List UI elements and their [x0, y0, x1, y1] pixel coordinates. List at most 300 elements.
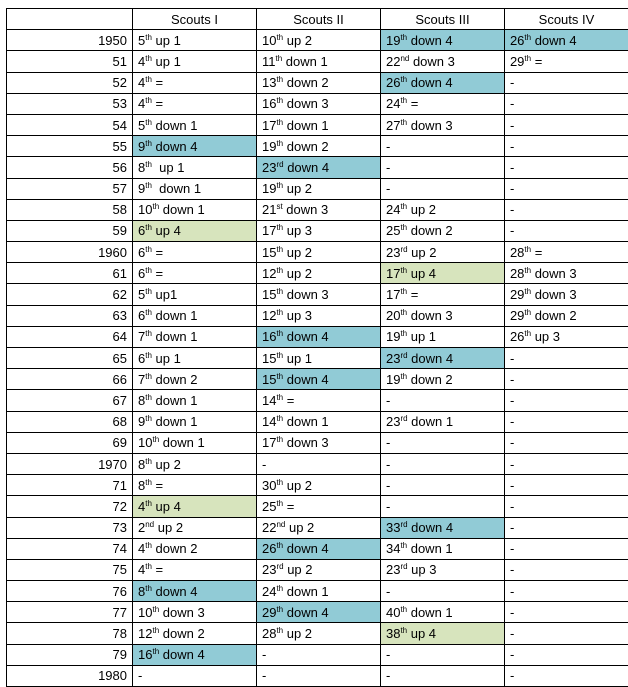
rank-cell: [504, 453, 628, 474]
table-row: [7, 496, 628, 517]
rank-cell: [380, 199, 504, 220]
year-cell: 63: [7, 305, 133, 326]
rank-suffix: th: [152, 626, 159, 635]
rank-suffix: th: [524, 266, 531, 275]
rank-change: =: [283, 393, 294, 408]
table-row: [7, 475, 628, 496]
rank-suffix: th: [145, 457, 152, 466]
rank-cell: [256, 326, 380, 347]
year-cell: 62: [7, 284, 133, 305]
year-cell: 75: [7, 559, 133, 580]
table-row: [7, 72, 628, 93]
rank-number: 26: [262, 541, 276, 556]
rank-change: =: [283, 499, 294, 514]
table-row: [7, 644, 628, 665]
rank-suffix: th: [276, 75, 283, 84]
rank-suffix: th: [145, 541, 152, 550]
rank-cell: [256, 136, 380, 157]
year-cell: 65: [7, 348, 133, 369]
rank-change: up 1: [152, 160, 185, 175]
rank-number: -: [510, 96, 514, 111]
rank-suffix: th: [276, 393, 283, 402]
rank-number: 24: [386, 96, 400, 111]
table-row: [7, 199, 628, 220]
rank-suffix: th: [276, 266, 283, 275]
rank-number: 29: [510, 54, 524, 69]
rank-suffix: th: [275, 54, 282, 63]
rank-change: down 4: [408, 520, 454, 535]
rank-suffix: th: [524, 33, 531, 42]
rank-change: down 4: [407, 75, 453, 90]
rank-number: -: [510, 457, 514, 472]
rank-number: 13: [262, 75, 276, 90]
rank-suffix: th: [400, 372, 407, 381]
rank-suffix: th: [145, 351, 152, 360]
rank-number: 28: [262, 626, 276, 641]
rank-change: down 2: [159, 626, 205, 641]
rank-change: down 4: [159, 647, 205, 662]
rank-number: 21: [262, 202, 276, 217]
rank-number: 19: [262, 139, 276, 154]
rank-change: up 4: [152, 499, 181, 514]
rank-cell: [133, 453, 257, 474]
rank-suffix: nd: [276, 520, 285, 529]
rank-suffix: th: [152, 435, 159, 444]
rank-cell: [133, 581, 257, 602]
rank-change: down 4: [152, 139, 198, 154]
rank-change: down 3: [283, 96, 329, 111]
rank-number: 23: [386, 562, 400, 577]
rank-cell: [380, 348, 504, 369]
header-scouts-iv: Scouts IV: [504, 9, 628, 30]
rank-number: 12: [262, 266, 276, 281]
rank-change: up 2: [283, 181, 312, 196]
rank-number: 14: [262, 414, 276, 429]
table-row: [7, 242, 628, 263]
rank-cell: [380, 157, 504, 178]
rank-change: =: [531, 245, 542, 260]
rank-suffix: th: [276, 478, 283, 487]
rank-suffix: th: [276, 181, 283, 190]
rank-cell: [256, 93, 380, 114]
rank-cell: [504, 220, 628, 241]
table-row: [7, 665, 628, 686]
rank-number: 6: [138, 351, 145, 366]
rank-number: -: [386, 160, 390, 175]
rank-number: -: [510, 478, 514, 493]
rank-cell: [256, 665, 380, 686]
rank-change: down 4: [408, 351, 454, 366]
rank-number: 26: [510, 33, 524, 48]
rank-cell: [133, 559, 257, 580]
rank-number: -: [386, 393, 390, 408]
rank-change: down 1: [152, 118, 198, 133]
rank-cell: [380, 136, 504, 157]
year-cell: 71: [7, 475, 133, 496]
rank-cell: [133, 475, 257, 496]
table-row: [7, 51, 628, 72]
rank-suffix: th: [276, 287, 283, 296]
rank-number: 17: [262, 435, 276, 450]
rank-cell: [504, 30, 628, 51]
standings-table: [6, 8, 628, 687]
rank-number: 5: [138, 118, 145, 133]
table-body: [7, 30, 628, 687]
rank-number: 22: [386, 54, 400, 69]
rank-number: 20: [386, 308, 400, 323]
rank-cell: [380, 602, 504, 623]
rank-suffix: rd: [276, 160, 283, 169]
rank-suffix: th: [276, 499, 283, 508]
rank-suffix: th: [145, 181, 152, 190]
rank-change: down 2: [531, 308, 577, 323]
rank-change: up 2: [285, 520, 314, 535]
rank-number: -: [510, 181, 514, 196]
rank-change: down 3: [409, 54, 455, 69]
table-row: [7, 178, 628, 199]
rank-suffix: th: [145, 499, 152, 508]
rank-suffix: rd: [400, 562, 407, 571]
rank-cell: [380, 665, 504, 686]
rank-change: down 3: [159, 605, 205, 620]
rank-change: down 2: [152, 541, 198, 556]
rank-suffix: th: [400, 75, 407, 84]
rank-number: 34: [386, 541, 400, 556]
rank-cell: [256, 581, 380, 602]
rank-change: down 1: [407, 605, 453, 620]
rank-change: down 1: [152, 393, 198, 408]
rank-number: 28: [510, 266, 524, 281]
rank-cell: [133, 157, 257, 178]
table-row: [7, 369, 628, 390]
rank-suffix: th: [145, 562, 152, 571]
rank-change: down 1: [152, 308, 198, 323]
rank-cell: [504, 178, 628, 199]
rank-suffix: rd: [400, 414, 407, 423]
rank-change: up 1: [283, 351, 312, 366]
rank-number: -: [510, 414, 514, 429]
rank-cell: [256, 623, 380, 644]
rank-cell: [256, 348, 380, 369]
rank-suffix: rd: [276, 562, 283, 571]
rank-cell: [504, 623, 628, 644]
rank-cell: [256, 157, 380, 178]
table-row: [7, 263, 628, 284]
rank-change: up 4: [152, 223, 181, 238]
rank-number: 10: [138, 435, 152, 450]
rank-cell: [133, 644, 257, 665]
rank-cell: [504, 644, 628, 665]
rank-suffix: th: [276, 96, 283, 105]
rank-suffix: th: [145, 393, 152, 402]
rank-suffix: th: [400, 329, 407, 338]
rank-cell: [256, 305, 380, 326]
rank-number: -: [510, 626, 514, 641]
rank-cell: [133, 93, 257, 114]
rank-cell: [133, 284, 257, 305]
rank-number: 23: [386, 414, 400, 429]
rank-change: down 4: [284, 160, 330, 175]
table-row: [7, 559, 628, 580]
table-row: [7, 30, 628, 51]
rank-cell: [256, 72, 380, 93]
rank-change: down 4: [283, 541, 329, 556]
rank-number: 6: [138, 308, 145, 323]
rank-cell: [133, 369, 257, 390]
rank-change: =: [152, 562, 163, 577]
table-row: [7, 517, 628, 538]
rank-suffix: th: [145, 245, 152, 254]
rank-number: -: [510, 223, 514, 238]
rank-cell: [504, 602, 628, 623]
rank-change: down 1: [283, 118, 329, 133]
rank-number: -: [510, 435, 514, 450]
rank-change: up 1: [152, 351, 181, 366]
year-cell: 56: [7, 157, 133, 178]
year-cell: 1980: [7, 665, 133, 686]
rank-suffix: th: [152, 202, 159, 211]
rank-change: =: [152, 75, 163, 90]
rank-change: up 2: [283, 266, 312, 281]
year-cell: 52: [7, 72, 133, 93]
rank-cell: [504, 369, 628, 390]
rank-cell: [380, 496, 504, 517]
year-cell: 58: [7, 199, 133, 220]
rank-change: down 4: [283, 329, 329, 344]
rank-number: 8: [138, 478, 145, 493]
rank-suffix: th: [145, 584, 152, 593]
rank-cell: [504, 517, 628, 538]
rank-cell: [380, 114, 504, 135]
rank-suffix: th: [276, 584, 283, 593]
rank-suffix: th: [145, 75, 152, 84]
rank-suffix: th: [152, 647, 159, 656]
rank-cell: [504, 284, 628, 305]
rank-number: 14: [262, 393, 276, 408]
rank-cell: [256, 284, 380, 305]
rank-suffix: th: [145, 308, 152, 317]
rank-number: 2: [138, 520, 145, 535]
header-row: [7, 9, 628, 30]
rank-suffix: rd: [400, 245, 407, 254]
rank-number: -: [510, 118, 514, 133]
rank-number: 8: [138, 584, 145, 599]
rank-number: 17: [262, 118, 276, 133]
rank-number: 12: [138, 626, 152, 641]
rank-suffix: th: [400, 96, 407, 105]
table-row: [7, 623, 628, 644]
rank-change: down 4: [283, 605, 329, 620]
rank-number: 23: [386, 351, 400, 366]
rank-change: =: [152, 266, 163, 281]
rank-number: -: [510, 541, 514, 556]
rank-suffix: nd: [400, 54, 409, 63]
rank-number: 4: [138, 96, 145, 111]
rank-suffix: th: [145, 478, 152, 487]
rank-number: 33: [386, 520, 400, 535]
rank-number: 24: [386, 202, 400, 217]
rank-cell: [256, 220, 380, 241]
table-row: [7, 136, 628, 157]
rank-change: up 2: [283, 626, 312, 641]
rank-cell: [133, 517, 257, 538]
rank-cell: [256, 432, 380, 453]
rank-change: down 3: [283, 202, 329, 217]
rank-number: -: [386, 181, 390, 196]
rank-number: -: [386, 499, 390, 514]
rank-cell: [504, 559, 628, 580]
rank-cell: [133, 114, 257, 135]
rank-number: 9: [138, 181, 145, 196]
rank-number: 8: [138, 457, 145, 472]
rank-change: up 2: [283, 245, 312, 260]
rank-cell: [504, 51, 628, 72]
rank-cell: [133, 390, 257, 411]
rank-number: 4: [138, 562, 145, 577]
rank-suffix: th: [145, 96, 152, 105]
rank-suffix: th: [276, 626, 283, 635]
rank-suffix: th: [145, 54, 152, 63]
rank-number: -: [510, 160, 514, 175]
rank-number: 17: [386, 287, 400, 302]
rank-change: up 4: [407, 266, 436, 281]
rank-number: 12: [262, 308, 276, 323]
rank-number: -: [262, 668, 266, 683]
rank-suffix: th: [276, 223, 283, 232]
rank-change: =: [152, 245, 163, 260]
rank-change: down 4: [152, 584, 198, 599]
year-cell: 74: [7, 538, 133, 559]
rank-number: -: [262, 457, 266, 472]
rank-cell: [380, 559, 504, 580]
rank-number: -: [510, 372, 514, 387]
rank-cell: [504, 136, 628, 157]
rank-change: up 2: [152, 457, 181, 472]
rank-cell: [256, 242, 380, 263]
rank-number: 11: [262, 54, 276, 69]
rank-suffix: th: [400, 626, 407, 635]
rank-number: 8: [138, 393, 145, 408]
rank-cell: [133, 411, 257, 432]
year-cell: 66: [7, 369, 133, 390]
rank-cell: [256, 517, 380, 538]
rank-cell: [504, 326, 628, 347]
rank-suffix: th: [145, 372, 152, 381]
rank-number: 19: [386, 33, 400, 48]
rank-cell: [133, 305, 257, 326]
year-cell: 78: [7, 623, 133, 644]
rank-change: down 1: [408, 414, 454, 429]
rank-cell: [133, 220, 257, 241]
rank-number: -: [386, 457, 390, 472]
rank-number: 4: [138, 499, 145, 514]
rank-number: -: [510, 499, 514, 514]
rank-cell: [133, 72, 257, 93]
table-row: [7, 326, 628, 347]
rank-number: 19: [386, 329, 400, 344]
rank-change: =: [531, 54, 542, 69]
rank-cell: [256, 602, 380, 623]
rank-suffix: th: [276, 414, 283, 423]
rank-suffix: th: [145, 414, 152, 423]
rank-suffix: th: [276, 541, 283, 550]
rank-suffix: th: [145, 287, 152, 296]
rank-cell: [133, 538, 257, 559]
rank-number: -: [510, 202, 514, 217]
rank-cell: [256, 114, 380, 135]
rank-cell: [380, 432, 504, 453]
rank-cell: [504, 157, 628, 178]
rank-cell: [133, 326, 257, 347]
rank-number: -: [138, 668, 142, 683]
rank-cell: [256, 475, 380, 496]
rank-suffix: th: [276, 351, 283, 360]
rank-number: -: [510, 75, 514, 90]
rank-number: -: [510, 393, 514, 408]
table-row: [7, 284, 628, 305]
rank-suffix: th: [276, 118, 283, 127]
rank-suffix: th: [276, 372, 283, 381]
rank-number: 29: [510, 287, 524, 302]
rank-number: 7: [138, 372, 145, 387]
rank-suffix: th: [524, 54, 531, 63]
rank-suffix: th: [276, 308, 283, 317]
year-cell: 53: [7, 93, 133, 114]
rank-change: down 4: [531, 33, 577, 48]
rank-number: 26: [386, 75, 400, 90]
rank-cell: [380, 305, 504, 326]
rank-suffix: th: [400, 308, 407, 317]
rank-number: 10: [262, 33, 276, 48]
rank-suffix: th: [145, 118, 152, 127]
rank-cell: [504, 199, 628, 220]
rank-cell: [133, 432, 257, 453]
rank-cell: [380, 581, 504, 602]
rank-cell: [380, 326, 504, 347]
rank-number: 19: [386, 372, 400, 387]
rank-cell: [133, 242, 257, 263]
rank-number: 15: [262, 372, 276, 387]
rank-change: up 2: [284, 562, 313, 577]
rank-number: -: [386, 435, 390, 450]
rank-change: down 2: [152, 372, 198, 387]
rank-change: down 2: [407, 223, 453, 238]
rank-suffix: th: [145, 33, 152, 42]
rank-cell: [256, 644, 380, 665]
rank-number: -: [510, 668, 514, 683]
year-cell: 79: [7, 644, 133, 665]
rank-suffix: th: [276, 245, 283, 254]
rank-change: down 3: [283, 287, 329, 302]
rank-change: up 2: [283, 33, 312, 48]
rank-number: -: [510, 562, 514, 577]
rank-cell: [504, 411, 628, 432]
rank-cell: [504, 665, 628, 686]
rank-number: 9: [138, 414, 145, 429]
rank-change: up 1: [407, 329, 436, 344]
rank-cell: [504, 581, 628, 602]
rank-number: 28: [510, 245, 524, 260]
rank-change: down 1: [159, 202, 205, 217]
rank-number: 29: [262, 605, 276, 620]
table-row: [7, 432, 628, 453]
rank-cell: [256, 51, 380, 72]
rank-cell: [380, 475, 504, 496]
rank-cell: [133, 30, 257, 51]
rank-cell: [380, 51, 504, 72]
rank-cell: [256, 263, 380, 284]
rank-number: 23: [262, 160, 276, 175]
